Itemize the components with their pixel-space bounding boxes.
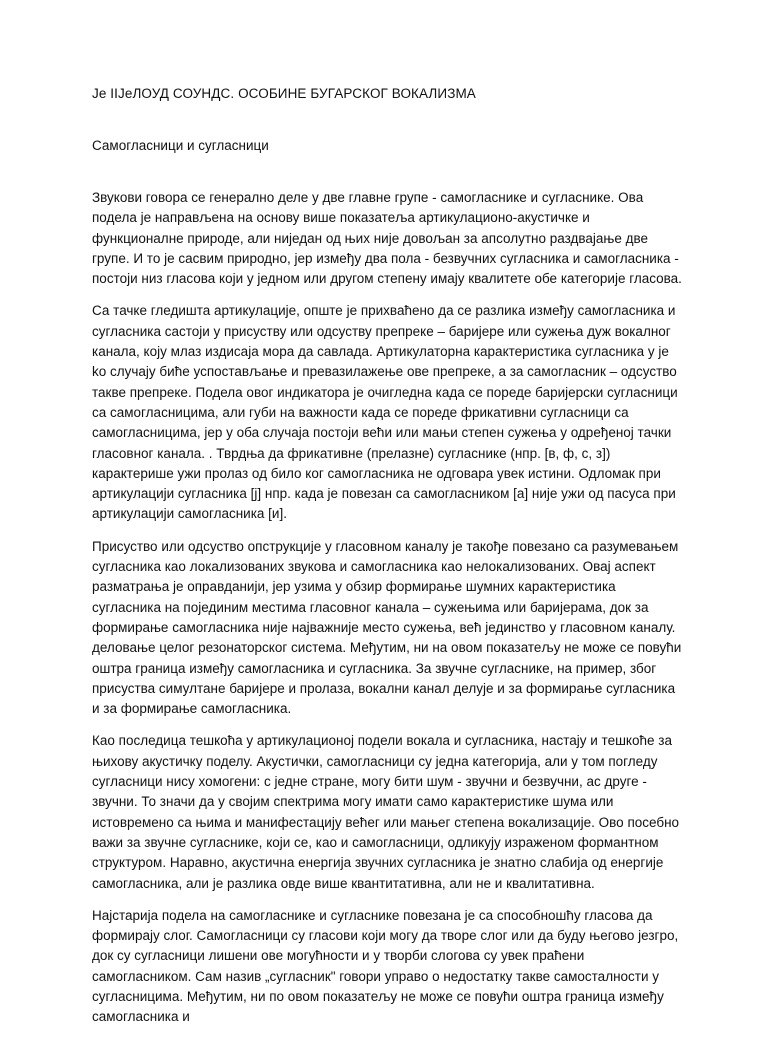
document-body: [92, 188, 684, 1028]
document-page: [92, 84, 684, 1040]
paragraph-2: Са тачке гледишта артикулације, опште је прихваћено да се разлика између самогласника и сугласника састоји у присуству или одсуству препреке – баријере или сужења дуж вокалног канала, коју млаз издисаја мора да савлада. Артикулаторна карактеристика сугласника у је ko случају биће успостављање и превазилажење ове препреке, а за самогласник – одсуство такве препреке. Подела овог индикатора је очигледна када се пореде баријерски сугласници са самогласницима, али губи на важности када се пореде фрикативни сугласници са самогласницима, јер у оба случаја постоји већи или мањи степен сужења у одређеној тачки гласовног канала. . Тврдња да фрикативне (прелазне) сугласнике (нпр. [в, ф, с, з]) карактерише ужи пролаз од било ког самогласника не одговара увек истини. Одломак при артикулацији сугласника [ј] нпр. када је повезан са самогласником [а] није ужи од пасуса при артикулацији самогласника [и].: [92, 303, 678, 522]
paragraph-4: Као последица тешкоћа у артикулационој подели вокала и сугласника, настају и тешкоће за њихову акустичку поделу. Акустички, самогласници су једна категорија, али у том погледу сугласници нису хомогени: с једне стране, могу бити шум - звучни и безвучни, ас друге - звучни. То значи да у својим спектрима могу имати само карактеристике шума или истовремено са њима и манифестацију већег или мањег степена вокализације. Ово посебно важи за звучне сугласнике, који се, као и самогласници, одликују израженом формантном структуром. Наравно, акустична енергија звучних сугласника је знатно слабија од енергије самогласника, али је разлика овде више квантитативна, али не и квалитативна.: [92, 733, 680, 891]
paragraph-3: Присуство или одсуство опструкције у гласовном каналу је такође повезано са разумевањем сугласника као локализованих звукова и самогласника као нелокализованих. Овај аспект разматрања је оправданији, јер узима у обзир формирање шумних карактеристика сугласника на појединим местима гласовног канала – сужењима или баријерама, док за формирање самогласника није најважније место сужења, већ јединство у гласовном каналу. деловање целог резонаторског система. Међутим, ни на овом показатељу не може се повући оштра граница између самогласника и сугласника. За звучне сугласнике, на пример, због присуства симултане баријере и пролаза, вокални канал делује и за формирање сугласника и за формирање самогласника.: [92, 538, 682, 717]
document-title: Је IIЈеЛОУД СОУНДС. ОСОБИНЕ БУГАРСКОГ ВОКАЛИЗМА: [92, 86, 476, 101]
section-heading: Самогласници и сугласници: [92, 138, 269, 153]
paragraph-5: Најстарија подела на самогласнике и сугласнике повезана је са способношћу гласова да формирају слог. Самогласници су гласови који могу да творе слог или да буду његово језгро, док су сугласници лишени ове могућности и у творби слогова су увек праћени самогласником. Сам назив „сугласник" говори управо о недостатку такве самосталности у сугласницима. Међутим, ни по овом показатељу не може се повући оштра граница између самогласника и: [92, 907, 679, 1025]
paragraph-1: Звукови говора се генерално деле у две главне групе - самогласнике и сугласнике. Ова подела је направљена на основу више показатеља артикулационо-акустичке и функционалне природе, али ниједан од њих није довољан за апсолутно раздвајање две групе. И то је сасвим природно, јер између два пола - безвучних сугласника и самогласника - постоји низ гласова који у једном или другом степену имају квалитете обе категорије гласова.: [92, 190, 682, 287]
